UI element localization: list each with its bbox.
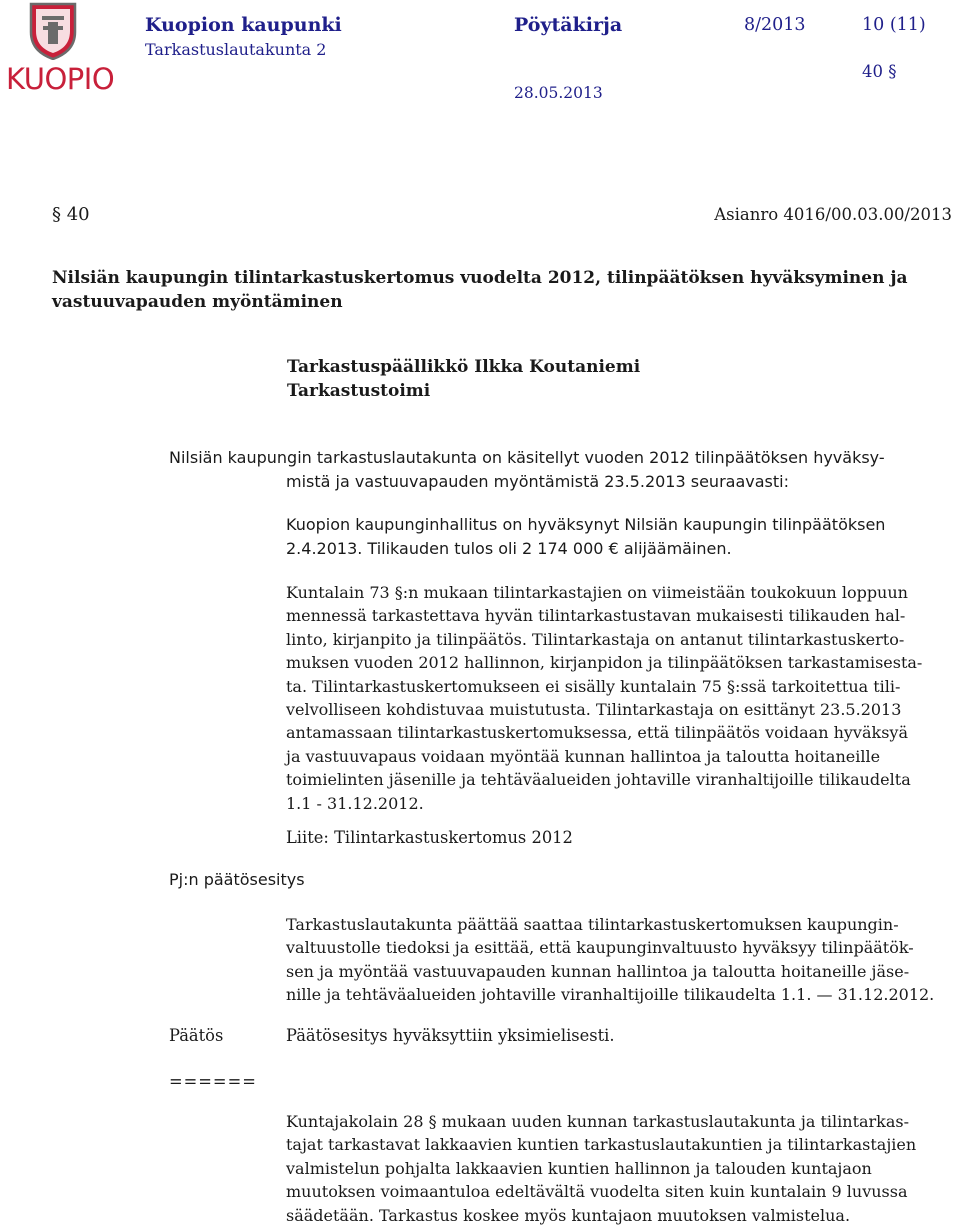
committee-name: Tarkastuslautakunta 2 (145, 40, 327, 59)
paragraph-line: linto, kirjanpito ja tilinpäätös. Tilintarkastaja on antanut tilintarkastuskerto- (286, 629, 905, 649)
paragraph-line: toimielinten jäsenille ja tehtäväalueiden johtaville viranhaltijoille tilikaudelta (286, 770, 911, 790)
final-line: tajat tarkastavat lakkaavien kuntien tarkastuslautakuntien ja tilintarkastajien (286, 1135, 917, 1155)
final-line: Kuntajakolain 28 § mukaan uuden kunnan tarkastuslautakunta ja tilintarkas- (286, 1112, 910, 1131)
preparer-name: Tarkastuspäällikkö Ilkka Koutaniemi (287, 357, 641, 377)
paragraph-line: 1.1 - 31.12.2012. (286, 793, 424, 813)
paragraph-line: ta. Tilintarkastuskertomukseen ei sisälly kuntalain 75 §:ssä tarkoitettua tili- (286, 676, 901, 696)
preparers (287, 355, 640, 403)
final-line: säädetään. Tarkastus koskee myös kuntajaon muutoksen valmistelua. (286, 1205, 851, 1225)
paragraph-line: 2.4.2013. Tilikauden tulos oli 2 174 000 € alijäämäinen. (286, 538, 732, 558)
attachment-note: Liite: Tilintarkastuskertomus 2012 (286, 828, 573, 847)
section-reference: 40 § (862, 62, 897, 81)
final-line: muutoksen voimaantuloa edeltävältä vuodelta siten kuin kuntalain 9 luvussa (286, 1182, 908, 1202)
doc-type: Pöytäkirja (514, 14, 623, 36)
paragraph-line: muksen vuoden 2012 hallinnon, kirjanpidon ja tilinpäätöksen tarkastamisesta- (286, 653, 923, 673)
doc-number: 8/2013 (744, 15, 806, 35)
coat-of-arms-icon (28, 2, 78, 60)
decision-label: Päätös (169, 1026, 224, 1045)
proposal-line: sen ja myöntää vastuuvapauden kunnan hallintoa ja taloutta hoitaneille jäse- (286, 961, 910, 981)
proposal-line: valtuustolle tiedoksi ja esittää, että kaupunginvaltuusto hyväksyy tilinpäätök- (286, 938, 914, 958)
preparer-unit: Tarkastustoimi (287, 381, 431, 401)
decision-text: Päätösesitys hyväksyttiin yksimielisesti. (286, 1026, 615, 1045)
proposal-text (286, 913, 934, 1007)
final-line: valmistelun pohjalta lakkaavien kuntien hallinnon ja talouden kuntajaon (286, 1158, 872, 1178)
paragraph-2 (286, 581, 922, 815)
proposal-label: Pj:n päätösesitys (169, 870, 305, 889)
title-line: Nilsiän kaupungin tilintarkastuskertomus vuodelta 2012, tilinpäätöksen hyväksyminen ja (52, 268, 908, 288)
intro-paragraph (169, 446, 885, 493)
page-number: 10 (11) (862, 15, 926, 35)
separator: ====== (169, 1072, 257, 1091)
meeting-date: 28.05.2013 (514, 84, 603, 102)
paragraph-line: Kuopion kaupunginhallitus on hyväksynyt Nilsiän kaupungin tilinpäätöksen (286, 515, 886, 534)
paragraph-line: velvolliseen kohdistuvaa muistutusta. Tilintarkastaja on esittänyt 23.5.2013 (286, 700, 902, 720)
paragraph-line: ja vastuuvapaus voidaan myöntää kunnan hallintoa ja taloutta hoitaneille (286, 746, 881, 766)
paragraph-1 (286, 513, 885, 560)
paragraph-line: mennessä tarkastettava hyvän tilintarkastustavan mukaisesti tilikauden hal- (286, 606, 906, 626)
paragraph-line: Kuntalain 73 §:n mukaan tilintarkastajien on viimeistään toukokuun loppuun (286, 583, 908, 602)
case-number: Asianro 4016/00.03.00/2013 (714, 205, 952, 224)
org-name: Kuopion kaupunki (145, 14, 342, 36)
logo-wordmark: KUOPIO (6, 62, 115, 96)
intro-line: mistä ja vastuuvapauden myöntämistä 23.5.2013 seuraavasti: (286, 471, 789, 491)
proposal-line: nille ja tehtäväalueiden johtaville viranhaltijoille tilikaudelta 1.1. — 31.12.2012. (286, 985, 935, 1005)
intro-line: Nilsiän kaupungin tarkastuslautakunta on käsitellyt vuoden 2012 tilinpäätöksen hyväksy- (169, 448, 885, 467)
title-line: vastuuvapauden myöntäminen (52, 292, 343, 312)
kuopio-logo (6, 2, 115, 96)
final-paragraph (286, 1110, 916, 1227)
section-number: § 40 (52, 204, 90, 225)
proposal-line: Tarkastuslautakunta päättää saattaa tilintarkastuskertomuksen kaupungin- (286, 915, 899, 934)
case-title (52, 266, 908, 314)
paragraph-line: antamassaan tilintarkastuskertomuksessa, että tilinpäätös voidaan hyväksyä (286, 723, 908, 743)
